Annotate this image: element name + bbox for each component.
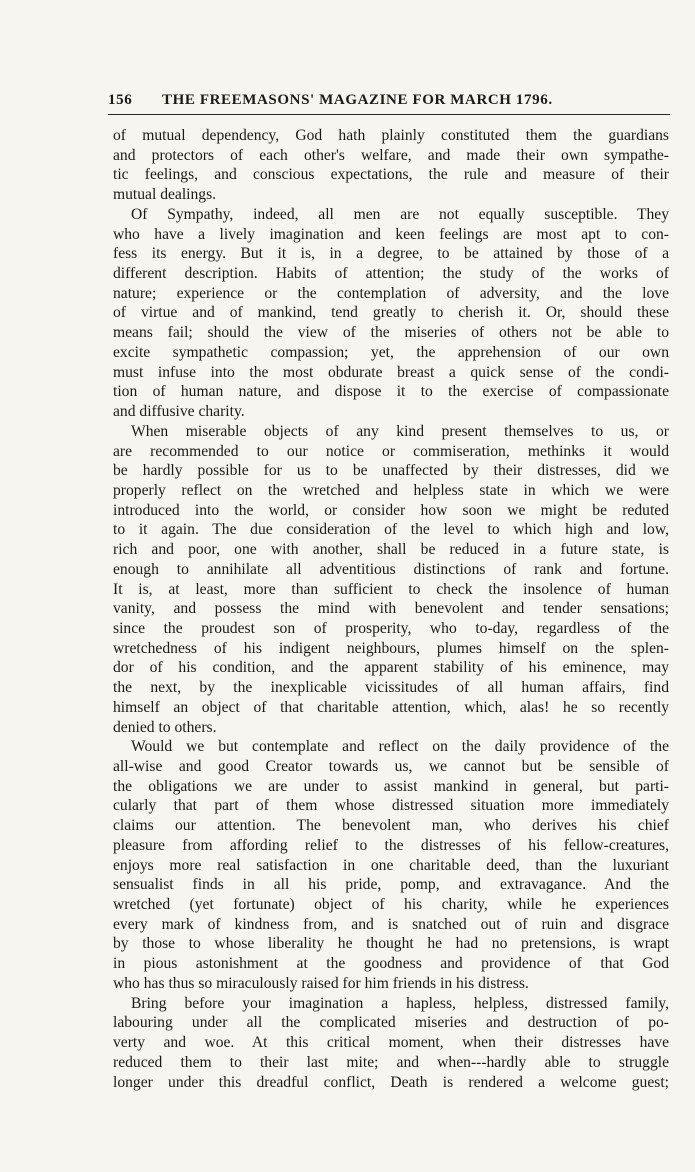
text-line: pleasure from affording relief to the distresses of his fellow-creatures, (113, 836, 669, 854)
paragraph-start-line: Bring before your imagination a hapless, helpless, distressed family, (131, 994, 669, 1012)
text-line: verty and woe. At this critical moment, when their distresses have (113, 1034, 669, 1052)
paragraph-start-line: Would we but contemplate and reflect on the daily providence of the (131, 738, 669, 756)
text-line: every mark of kindness from, and is snatched out of ruin and disgrace (113, 915, 669, 933)
text-line: and diffusive charity. (113, 403, 245, 421)
text-line: tic feelings, and conscious expectations, the rule and measure of their (113, 166, 669, 184)
text-line: labouring under all the complicated miseries and destruction of po- (113, 1014, 669, 1032)
paragraph-start-line: When miserable objects of any kind present themselves to us, or (131, 422, 669, 440)
text-line: longer under this dreadful conflict, Death is rendered a welcome guest; (113, 1073, 669, 1091)
text-line: enjoys more real satisfaction in one charitable deed, than the luxuriant (113, 856, 669, 874)
text-line: tion of human nature, and dispose it to the exercise of compassionate (113, 383, 669, 401)
text-line: of mutual dependency, God hath plainly constituted them the guardians (113, 127, 669, 144)
text-line: vanity, and possess the mind with benevolent and tender sensations; (113, 600, 669, 618)
text-line: denied to others. (113, 718, 217, 736)
text-line: enough to annihilate all adventitious distinctions of rank and fortune. (113, 560, 669, 578)
article-body (113, 126, 669, 1092)
text-line: means fail; should the view of the miseries of others not be able to (113, 324, 669, 342)
text-line: wretchedness of his indigent neighbours, plumes himself on the splen- (113, 639, 669, 657)
text-line: fess its energy. But it is, in a degree, to be attained by those of a (113, 245, 669, 263)
text-line: wretched (yet fortunate) object of his charity, while he experiences (113, 896, 669, 914)
text-line: cularly that part of them whose distressed situation more immediately (113, 797, 669, 815)
text-line: of virtue and of mankind, tend greatly to cherish it. Or, should these (113, 304, 669, 322)
text-line: since the proudest son of prosperity, who to-day, regardless of the (113, 619, 669, 637)
text-line: to it again. The due consideration of the level to which high and low, (113, 521, 669, 539)
text-line: who have a lively imagination and keen feelings are most apt to con- (113, 225, 669, 243)
text-line: sensualist finds in all his pride, pomp, and extravagance. And the (113, 876, 669, 894)
text-line: himself an object of that charitable attention, which, alas! he so recently (113, 698, 669, 716)
text-line: excite sympathetic compassion; yet, the apprehension of our own (113, 343, 669, 361)
text-line: in pious astonishment at the goodness and providence of that God (113, 955, 669, 973)
text-line: mutual dealings. (113, 186, 217, 204)
text-line: the obligations we are under to assist mankind in general, but parti- (113, 777, 669, 795)
text-line: introduced into the world, or consider how soon we might be reduted (113, 501, 669, 519)
text-line: reduced them to their last mite; and when---hardly able to struggle (113, 1053, 669, 1071)
text-line: nature; experience or the contemplation of adversity, and the love (113, 284, 669, 302)
page-number: 156 (108, 92, 133, 108)
text-line: dor of his condition, and the apparent stability of his eminence, may (113, 659, 669, 677)
text-line: the next, by the inexplicable vicissitudes of all human affairs, find (113, 679, 669, 697)
text-line: who has thus so miraculously raised for him friends in his distress. (113, 974, 529, 992)
paragraph-start-line: Of Sympathy, indeed, all men are not equally susceptible. They (131, 205, 669, 223)
text-line: It is, at least, more than sufficient to check the insolence of human (113, 580, 669, 598)
text-line: different description. Habits of attention; the study of the works of (113, 265, 669, 283)
text-line: all-wise and good Creator towards us, we cannot but be sensible of (113, 758, 669, 775)
text-line: must infuse into the most obdurate breast a quick sense of the condi- (113, 363, 669, 381)
text-line: and protectors of each other's welfare, and made their own sympathe- (113, 146, 669, 164)
running-title: THE FREEMASONS' MAGAZINE FOR MARCH 1796. (162, 92, 553, 108)
text-line: be hardly possible for us to be unaffected by their distresses, did we (113, 462, 669, 480)
header-rule (108, 114, 670, 115)
text-line: are recommended to our notice or commiseration, methinks it would (113, 442, 669, 460)
text-line: rich and poor, one with another, shall be reduced in a future state, is (113, 541, 669, 559)
text-line: claims our attention. The benevolent man, who derives his chief (113, 817, 669, 835)
text-line: by those to whose liberality he thought he had no pretensions, is wrapt (113, 935, 669, 953)
page-header (108, 92, 668, 114)
text-line: properly reflect on the wretched and helpless state in which we were (113, 481, 669, 499)
